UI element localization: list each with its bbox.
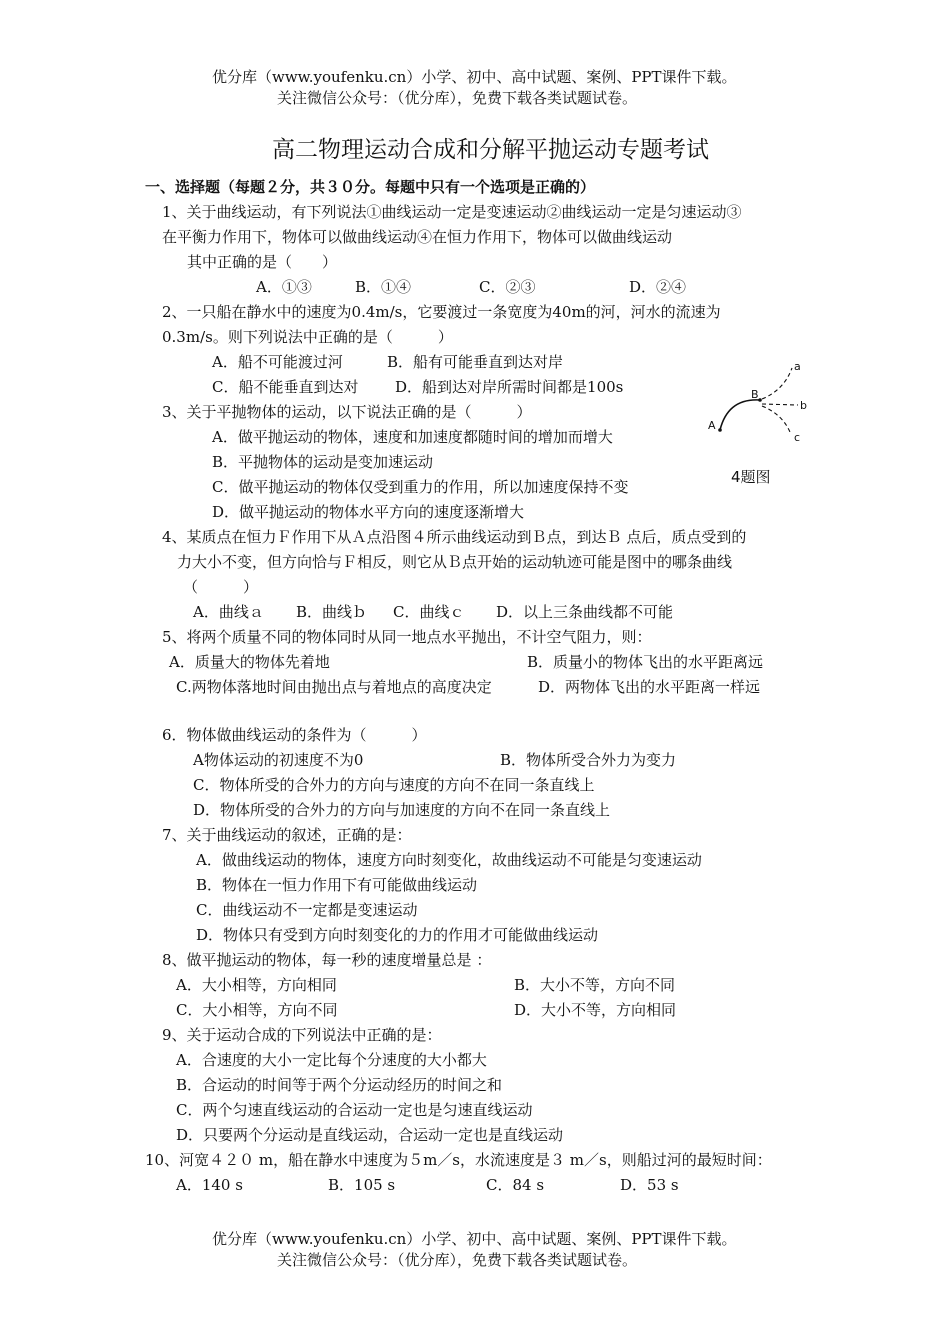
q10-option-b: B．105 s: [328, 1176, 396, 1194]
q4-option-a: A．曲线ａ: [193, 603, 264, 621]
trajectory-curve: [720, 400, 760, 430]
q9-stem: 9、关于运动合成的下列说法中正确的是：: [162, 1026, 442, 1044]
footer-line-1: 优分库（www.youfenku.cn）小学、初中、高中试题、案例、PPT课件下载。: [212, 1230, 737, 1248]
q2-option-b: B．船有可能垂直到达对岸: [387, 353, 564, 371]
figure-4-caption: 4题图: [731, 468, 771, 486]
q3-option-c: C．做平抛运动的物体仅受到重力的作用，所以加速度保持不变: [212, 478, 629, 496]
q1-stem-line-2: 在平衡力作用下，物体可以做曲线运动④在恒力作用下，物体可以做曲线运动: [162, 228, 673, 246]
q9-option-c: C．两个匀速直线运动的合运动一定也是匀速直线运动: [176, 1101, 533, 1119]
q7-option-b: B．物体在一恒力作用下有可能做曲线运动: [196, 876, 478, 894]
q4-stem-line-3: （ ）: [183, 578, 259, 596]
q7-stem: 7、关于曲线运动的叙述，正确的是：: [162, 826, 412, 844]
q1-option-c: C．②③: [479, 278, 536, 296]
q4-stem-line-1: 4、某质点在恒力Ｆ作用下从Ａ点沿图４所示曲线运动到Ｂ点，到达Ｂ 点后，质点受到的: [162, 528, 747, 546]
q8-option-b: B．大小不等，方向不同: [514, 976, 676, 994]
q6-option-c: C．物体所受的合外力的方向与速度的方向不在同一条直线上: [193, 776, 595, 794]
q7-option-c: C．曲线运动不一定都是变速运动: [196, 901, 418, 919]
label-c: c: [794, 431, 801, 444]
point-a-dot: [718, 428, 722, 432]
q6-option-b: B．物体所受合外力为变力: [500, 751, 677, 769]
q8-option-d: D．大小不等，方向相同: [514, 1001, 677, 1019]
curve-c-dashed: [762, 406, 790, 432]
q4-stem-line-2: 力大小不变，但方向恰与Ｆ相反，则它从Ｂ点开始的运动轨迹可能是图中的哪条曲线: [177, 553, 733, 571]
q10-stem: 10、河宽４２０ m，船在静水中速度为５m／s，水流速度是３ m／s，则船过河的最短时间：: [145, 1151, 772, 1169]
q10-option-c: C．84 s: [486, 1176, 545, 1194]
header-line-2: 关注微信公众号：（优分库），免费下载各类试题试卷。: [277, 89, 638, 107]
q6-option-d: D．物体所受的合外力的方向与加速度的方向不在同一条直线上: [193, 801, 611, 819]
q8-option-c: C．大小相等，方向不同: [176, 1001, 338, 1019]
q2-stem-line-2: 0.3m/s。则下列说法中正确的是（ ）: [162, 328, 453, 346]
q3-option-b: B．平抛物体的运动是变加速运动: [212, 453, 434, 471]
label-b: b: [800, 399, 807, 412]
q5-option-b: B．质量小的物体飞出的水平距离远: [527, 653, 764, 671]
q4-option-b: B．曲线ｂ: [296, 603, 368, 621]
q4-option-d: D．以上三条曲线都不可能: [496, 603, 674, 621]
q7-option-d: D．物体只有受到方向时刻变化的力的作用才可能做曲线运动: [196, 926, 599, 944]
section-heading: 一、选择题（每题２分，共３０分。每题中只有一个选项是正确的）: [145, 178, 596, 196]
q5-option-c: C.两物体落地时间由抛出点与着地点的高度决定: [176, 678, 492, 696]
q3-option-d: D．做平抛运动的物体水平方向的速度逐渐增大: [212, 503, 525, 521]
q10-option-a: A．140 s: [176, 1176, 243, 1194]
q1-stem-line-3: 其中正确的是（ ）: [187, 253, 338, 271]
q3-stem: 3、关于平抛物体的运动，以下说法正确的是（ ）: [162, 403, 532, 421]
q1-option-a: A．①③: [256, 278, 312, 296]
q2-stem-line-1: 2、一只船在静水中的速度为0.4m/s，它要渡过一条宽度为40m的河，河水的流速为: [162, 303, 721, 321]
q4-option-c: C．曲线ｃ: [393, 603, 465, 621]
q9-option-d: D．只要两个分运动是直线运动，合运动一定也是直线运动: [176, 1126, 564, 1144]
label-a: a: [794, 360, 801, 373]
figure-4-diagram: [706, 360, 826, 450]
q1-option-d: D．②④: [629, 278, 687, 296]
q8-stem: 8、做平抛运动的物体，每一秒的速度增量总是 ：: [162, 951, 492, 969]
q8-option-a: A．大小相等，方向相同: [176, 976, 337, 994]
curve-a-dashed: [762, 368, 792, 399]
q1-stem-line-1: 1、关于曲线运动，有下列说法①曲线运动一定是变速运动②曲线运动一定是匀速运动③: [162, 203, 742, 221]
q9-option-b: B．合运动的时间等于两个分运动经历的时间之和: [176, 1076, 503, 1094]
q10-option-d: D．53 s: [620, 1176, 679, 1194]
label-point-b: B: [751, 388, 759, 401]
q5-stem: 5、将两个质量不同的物体同时从同一地点水平抛出，不计空气阻力，则：: [162, 628, 652, 646]
q3-option-a: A．做平抛运动的物体，速度和加速度都随时间的增加而增大: [212, 428, 613, 446]
q2-option-a: A．船不可能渡过河: [212, 353, 343, 371]
q5-option-a: A．质量大的物体先着地: [169, 653, 330, 671]
label-point-a: A: [708, 419, 716, 432]
q7-option-a: A．做曲线运动的物体，速度方向时刻变化，故曲线运动不可能是匀变速运动: [196, 851, 702, 869]
q6-option-a: A物体运动的初速度不为0: [193, 751, 364, 769]
point-b-dot: [758, 398, 762, 402]
q5-option-d: D．两物体飞出的水平距离一样远: [538, 678, 761, 696]
q9-option-a: A．合速度的大小一定比每个分速度的大小都大: [176, 1051, 487, 1069]
q6-stem: 6．物体做曲线运动的条件为（ ）: [162, 726, 427, 744]
q2-option-d: D．船到达对岸所需时间都是100s: [395, 378, 624, 396]
header-line-1: 优分库（www.youfenku.cn）小学、初中、高中试题、案例、PPT课件下载。: [212, 68, 737, 86]
q2-option-c: C．船不能垂直到达对: [212, 378, 359, 396]
page-title: 高二物理运动合成和分解平抛运动专题考试: [272, 137, 709, 163]
curve-b-dashed: [762, 404, 798, 405]
footer-line-2: 关注微信公众号：（优分库），免费下载各类试题试卷。: [277, 1251, 638, 1269]
q1-option-b: B．①④: [355, 278, 412, 296]
